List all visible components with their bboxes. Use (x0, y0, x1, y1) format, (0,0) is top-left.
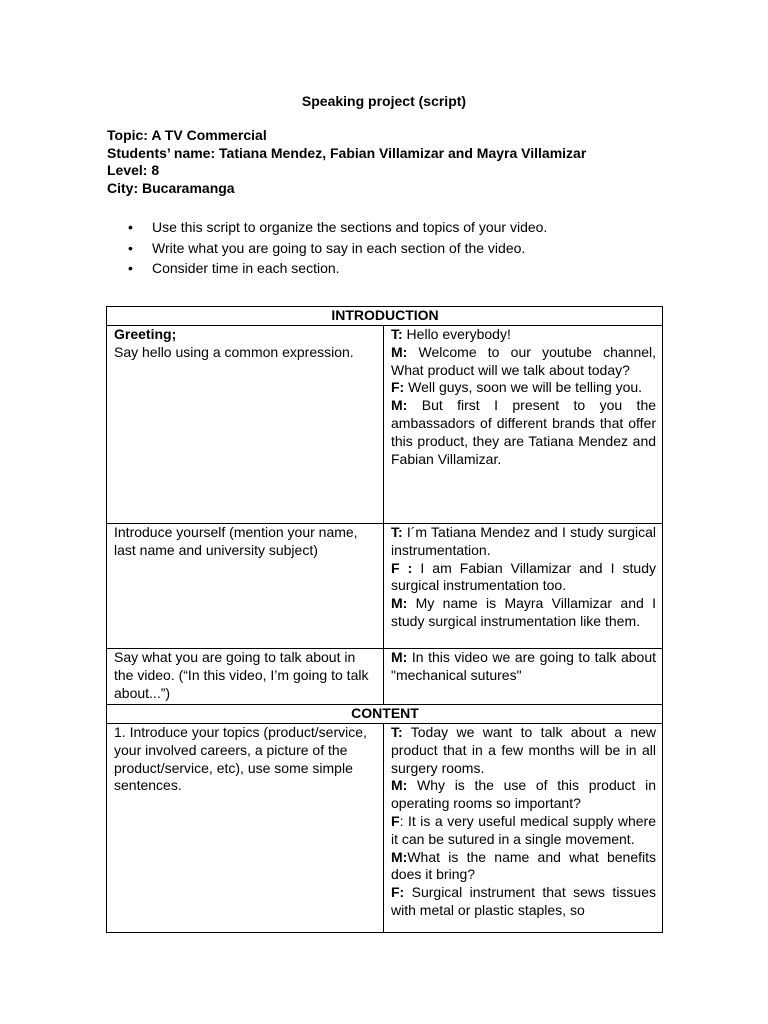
dialogue-line (391, 724, 656, 777)
dialogue-line (391, 344, 656, 380)
prompt-text: Say what you are going to talk about in the video. (“In this video, I’m going to talk about...”) (114, 649, 369, 701)
prompt-title: Greeting; (114, 326, 177, 342)
speaker-label: T: (391, 326, 403, 342)
prompt-text: Say hello using a common expression. (114, 343, 354, 360)
response-cell (384, 649, 663, 705)
response-cell (384, 724, 663, 933)
instruction-item: • Use this script to organize the sections and topics of your video. (124, 217, 547, 238)
dialogue-text: What is the name and what benefits does it bring? (391, 848, 657, 883)
dialogue-text: Surgical instrument that sews tissues with metal or plastic staples, so (391, 884, 657, 918)
instructions-list (124, 217, 547, 279)
dialogue-line (391, 884, 656, 920)
dialogue-text: In this video we are going to talk about "mechanical sutures" (391, 649, 657, 683)
speaker-label: F : (391, 559, 413, 576)
table-row (107, 524, 663, 649)
project-info (107, 127, 586, 197)
prompt-cell (107, 524, 384, 649)
dialogue-text: Well guys, soon we will be telling you. (404, 379, 643, 396)
table-row (107, 649, 663, 705)
instruction-item: • Write what you are going to say in each section of the video. (124, 238, 547, 259)
response-cell (384, 326, 663, 524)
dialogue-text: I am Fabian Villamizar and I study surgical instrumentation too. (391, 559, 657, 594)
dialogue-line (391, 777, 656, 813)
speaker-label: M: (391, 848, 408, 865)
table-row (107, 705, 663, 724)
script-table (106, 306, 663, 933)
speaker-label: M: (391, 397, 408, 414)
prompt-text: Introduce yourself (mention your name, last name and university subject) (114, 524, 358, 558)
speaker-label: F: (391, 884, 405, 901)
speaker-label: F (391, 812, 400, 829)
speaker-label: M: (391, 343, 408, 360)
dialogue-text: But first I present to you the ambassadors of different brands that offer this product, they are Tatiana Mendez and Fabian Villamizar. (391, 397, 657, 467)
dialogue-text: My name is Mayra Villamizar and I study surgical instrumentation like them. (391, 595, 657, 629)
dialogue-line (391, 813, 656, 849)
dialogue-text: I´m Tatiana Mendez and I study surgical instrumentation. (391, 524, 657, 558)
dialogue-text: Today we want to talk about a new product that in a few months will be in all surgery rooms. (391, 724, 657, 776)
content-header: CONTENT (107, 705, 663, 724)
speaker-label: T: (391, 524, 403, 540)
speaker-label: M: (391, 649, 408, 665)
dialogue-text: Hello everybody! (402, 326, 511, 342)
dialogue-line (391, 849, 656, 885)
dialogue-text: Why is the use of this product in operating rooms so important? (391, 777, 657, 812)
introduction-header: INTRODUCTION (107, 307, 663, 326)
table-row (107, 326, 663, 524)
prompt-cell (107, 724, 384, 933)
speaker-label: M: (391, 777, 408, 794)
page-title: Speaking project (script) (301, 93, 467, 109)
dialogue-line (391, 524, 656, 560)
prompt-text: 1. Introduce your topics (product/service, your involved careers, a picture of the product/service, etc), use some simple sentences. (114, 724, 367, 794)
level-line: Level: 8 (107, 162, 160, 178)
dialogue-line (391, 560, 656, 596)
dialogue-line (391, 326, 656, 344)
table-row (107, 307, 663, 326)
city-line: City: Bucaramanga (107, 179, 235, 196)
prompt-cell (107, 326, 384, 524)
table-row (107, 724, 663, 933)
dialogue-line (391, 649, 656, 685)
speaker-label: M: (391, 595, 408, 612)
instruction-item: • Consider time in each section. (124, 258, 547, 279)
prompt-cell (107, 649, 384, 705)
speaker-label: T: (391, 724, 403, 740)
dialogue-line (391, 397, 656, 468)
speaker-label: F: (391, 379, 405, 396)
dialogue-line (391, 379, 656, 397)
dialogue-text: : It is a very useful medical supply where it can be sutured in a single movement. (391, 812, 657, 847)
topic-line: Topic: A TV Commercial (107, 127, 267, 143)
dialogue-line (391, 595, 656, 631)
students-line: Students’ name: Tatiana Mendez, Fabian Villamizar and Mayra Villamizar (107, 144, 587, 161)
dialogue-text: Welcome to our youtube channel, What product will we talk about today? (391, 343, 657, 378)
response-cell (384, 524, 663, 649)
